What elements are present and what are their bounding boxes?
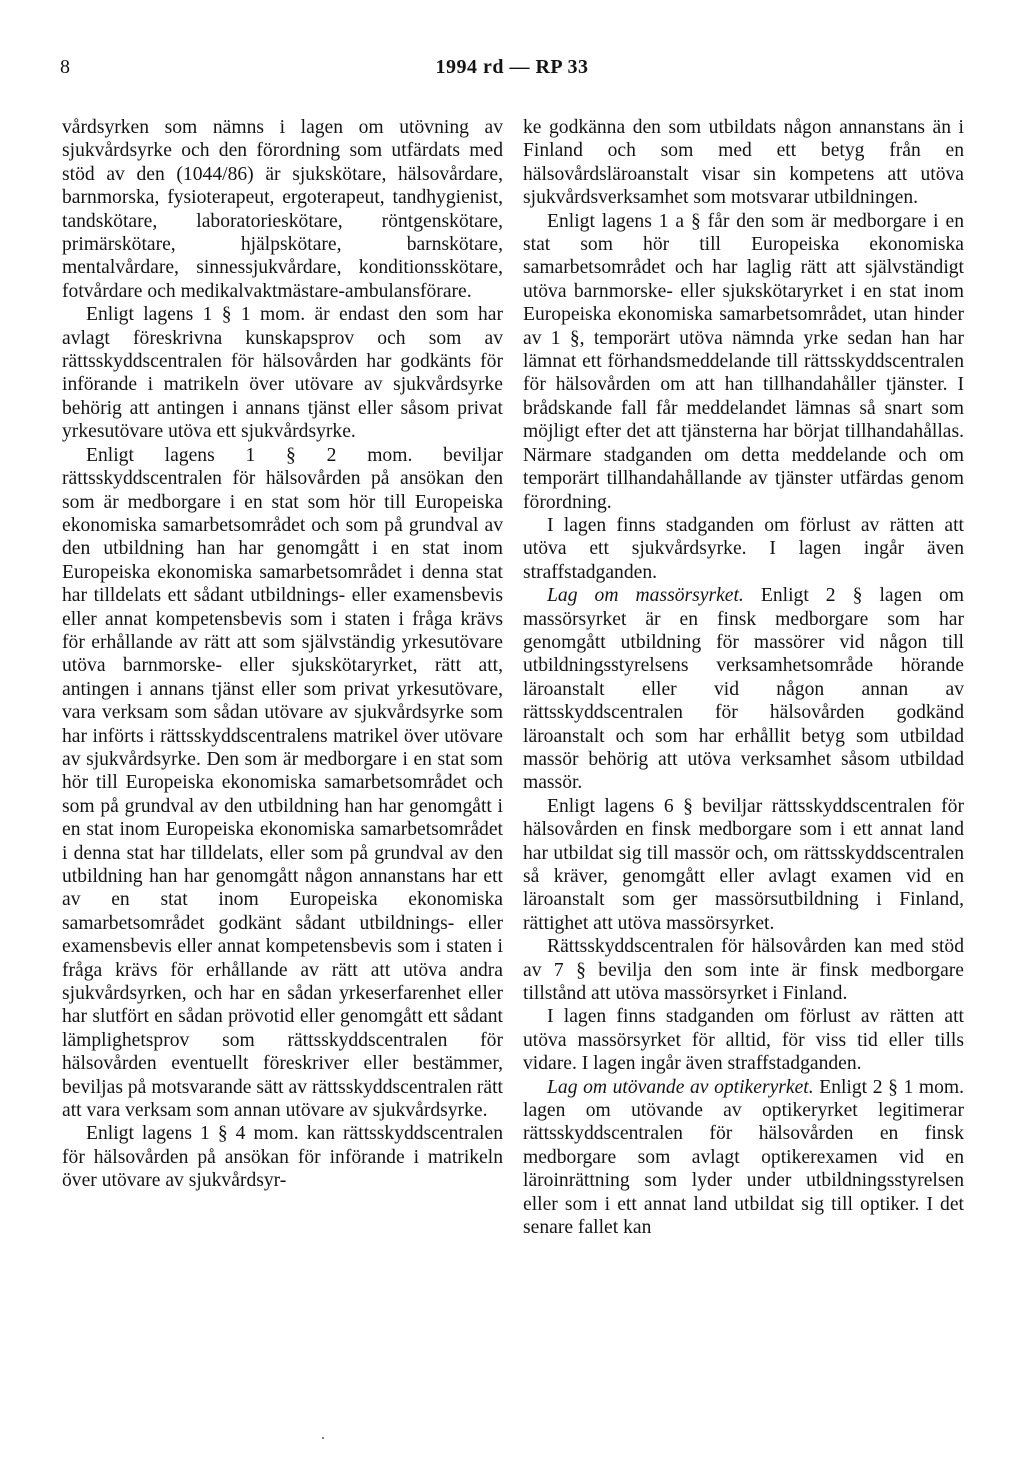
left-column [62,116,503,1193]
paragraph: vårdsyrken som nämns i lagen om utövning av sjukvårdsyrke och den förordning som utfärdats med stöd av den (1044/86) är sjukskötare, hälsovårdare, barnmorska, fysioterapeut, ergoterapeut, tandhygienist, tandskötare, laboratorieskötare, röntgenskötare, primärskötare, hjälpskötare, barnskötare, mentalvårdare, sinnessjukvårdare, konditionsskötare, fotvårdare och medikalvaktmästare-ambulansförare. [62,117,503,302]
paragraph-text: Enligt 2 § lagen om massörsyrket är en finsk medborgare som har genomgått utbildning för massörer vid någon till utbildningsstyrelsens verksamhetsområde hörande läroanstalt eller vid någon annan av rättsskyddscentralen för hälsovården godkänd läroanstalt och som har erhållit betyg som utbildad massör behörig att utöva verksamhet såsom utbildad massör. [523,585,964,794]
paragraph: Enligt lagens 1 a § får den som är medborgare i en stat som hör till Europeiska ekonomiska samarbetsområdet och har laglig rätt att självständigt utöva barnmorske- eller sjukskötaryrket i en stat inom Europeiska ekonomiska samarbetsområdet, utan hinder av 1 §, temporärt utöva nämnda yrke sedan han har lämnat ett förhandsmeddelande till rättsskyddscentralen för hälsovården om att han tillhandahåller tjänster. I brådskande fall får meddelandet lämnas så snart som möjligt efter det att tjänsterna har börjat tillhandahållas. Närmare stadganden om detta meddelande och om temporärt tillhandahållande av tjänster utfärdas genom förordning. [523,210,964,513]
paragraph: ke godkänna den som utbildats någon annanstans än i Finland och som med ett betyg från en hälsovårdsläroanstalt visar sin kompetens att utöva sjukvårdsverksamhet som motsvarar utbildningen. [523,117,964,209]
paragraph: Enligt lagens 1 § 4 mom. kan rättsskyddscentralen för hälsovården på ansökan för införande i matrikeln över utövare av sjukvårdsyr- [62,1123,503,1192]
running-head: 1994 rd — RP 33 [435,56,589,78]
paragraph: I lagen finns stadganden om förlust av rätten att utöva ett sjukvårdsyrke. I lagen ingår även straffstadganden. [523,514,964,583]
paragraph: Enligt lagens 1 § 2 mom. beviljar rättsskyddscentralen för hälsovården på ansökan den som är medborgare i en stat som hör till Europeiska ekonomiska samarbetsområdet och som på grundval av den utbildning han har genomgått i en stat inom Europeiska ekonomiska samarbetsområdet i denna stat har tilldelats ett sådant utbildnings- eller examensbevis eller annat kompetensbevis som i staten i fråga krävs för erhållande av rätt att som självständig yrkesutövare utöva barnmorske- eller sjukskötaryrket, rätt att, antingen i annans tjänst eller som privat yrkesutövare, vara verksam som sådan utövare av sjukvårdsyrke som har införts i rättsskyddscentralens matrikel över utövare av sjukvårdsyrke. Den som är medborgare i en stat som hör till Europeiska ekonomiska samarbetsområdet och som på grundval av den utbildning han har genomgått i en stat inom Europeiska ekonomiska samarbetsområdet i denna stat har tilldelats, eller som på grundval av den utbildning han har genomgått någon annanstans har ett av en stat inom Europeiska ekonomiska samarbetsområdet godkänt sådant utbildnings- eller examensbevis eller annat kompetensbevis som i staten i fråga krävs för erhållande av rätt att utöva andra sjukvårdsyrken, och har en sådan yrkeserfarenhet eller har slutfört en sådan prövotid eller genomgått ett sådant lämplighetsprov som rättsskyddscentralen för hälsovården eventuellt föreskriver eller bestämmer, beviljas på motsvarande sätt av rättsskyddscentralen rätt att vara verksam som annan utövare av sjukvårdsyrke. [62,444,503,1122]
paragraph: Enligt lagens 1 § 1 mom. är endast den som har avlagt föreskrivna kunskapsprov och som av rättsskyddscentralen för hälsovården har godkänts för införande i matrikeln över utövare av sjukvårdsyrke behörig att antingen i annans tjänst eller såsom privat yrkesutövare utöva ett sjukvårdsyrke. [62,304,503,443]
paragraph: Rättsskyddscentralen för hälsovården kan med stöd av 7 § bevilja den som inte är finsk medborgare tillstånd att utöva massörsyrket i Finland. [523,936,964,1005]
paragraph [523,1076,964,1240]
paragraph: I lagen finns stadganden om förlust av rätten att utöva massörsyrket för alltid, för viss tid eller tills vidare. I lagen ingår även straffstadganden. [523,1006,964,1075]
right-column [523,116,964,1240]
scan-speck [322,1437,324,1439]
section-heading: Lag om massörsyrket. [547,585,744,607]
paragraph: Enligt lagens 6 § beviljar rättsskyddscentralen för hälsovården en finsk medborgare som i ett annat land har utbildat sig till massör och, om rättsskyddscentralen så kräver, genomgått eller avlagt examen vid en läroanstalt som ger massörsutbildning i Finland, rättighet att utöva massörsyrket. [523,795,964,934]
paragraph-text: Enligt 2 § 1 mom. lagen om utövande av optikeryrket legitimerar rättsskyddscentralen för hälsovården en finsk medborgare som avlagt optikerexamen vid en läroinrättning som lyder under utbildningsstyrelsen eller som i ett annat land utbildat sig till optiker. I det senare fallet kan [523,1076,965,1239]
section-heading: Lag om utövande av optikeryrket. [547,1076,814,1098]
page-header [0,56,1024,92]
page-number: 8 [60,56,70,78]
paragraph [523,584,964,795]
